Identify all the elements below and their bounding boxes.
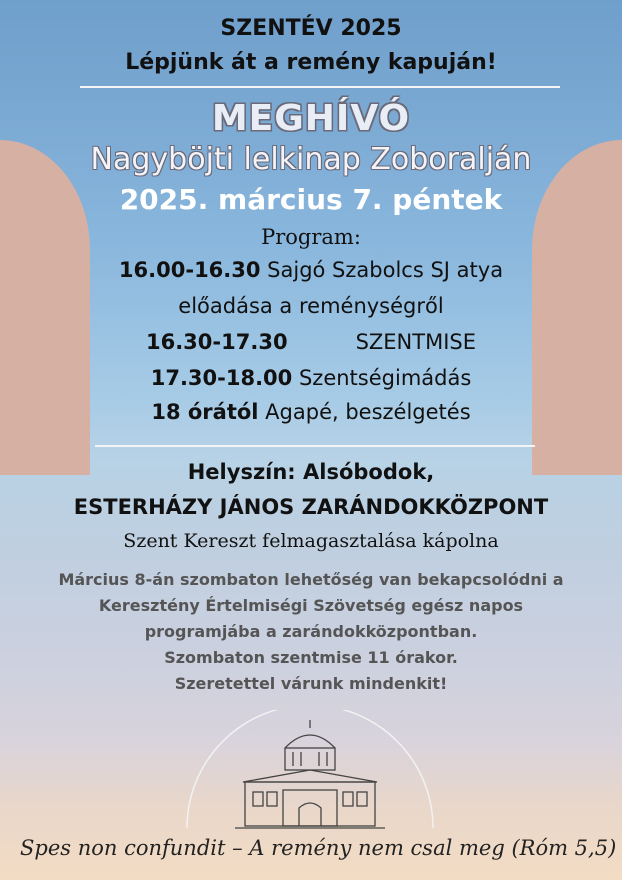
note-line: Március 8-án szombaton lehetőség van bekapcsolódni a (58, 570, 564, 589)
invitation-heading: MEGHÍVÓ (211, 98, 411, 139)
event-date: 2025. március 7. péntek (119, 183, 503, 216)
program-text: előadása a reménységről (178, 294, 444, 318)
note-line: Szeretettel várunk mindenkit! (174, 674, 448, 693)
program-time: 16.30-17.30 (145, 330, 288, 354)
program-item (0, 366, 622, 390)
location-title: Helyszín: Alsóbodok, (187, 460, 435, 484)
program-time: 16.00-16.30 (118, 258, 261, 282)
program-item (0, 330, 622, 354)
note-line: programjába a zarándokközpontban. (144, 622, 478, 641)
program-text: SZENTMISE (355, 330, 476, 354)
holy-year-motto: Lépjünk át a remény kapuján! (125, 50, 497, 75)
bible-motto: Spes non confundit – A remény nem csal meg (Róm 5,5) (20, 836, 617, 860)
program-title: Program: (261, 225, 361, 249)
program-item (0, 258, 622, 282)
program-text: Szentségimádás (292, 366, 472, 390)
note-line: Keresztény Értelmiségi Szövetség egész napos (98, 596, 524, 615)
location-venue: ESTERHÁZY JÁNOS ZARÁNDOKKÖZPONT (73, 495, 549, 519)
program-text: Agapé, beszélgetés (258, 400, 471, 424)
location-chapel: Szent Kereszt felmagasztalása kápolna (123, 530, 499, 552)
program-text: Sajgó Szabolcs SJ atya (260, 258, 504, 282)
program-item (0, 400, 622, 424)
holy-year-title: SZENTÉV 2025 (220, 16, 402, 41)
event-subtitle: Nagyböjti lelkinap Zoboralján (90, 142, 532, 177)
program-item (0, 294, 622, 318)
chapel-illustration-icon (175, 710, 445, 835)
program-time: 18 órától (151, 400, 259, 424)
divider-middle (95, 445, 535, 447)
note-line: Szombaton szentmise 11 órakor. (164, 648, 458, 667)
divider-top (80, 86, 560, 88)
program-time: 17.30-18.00 (150, 366, 293, 390)
